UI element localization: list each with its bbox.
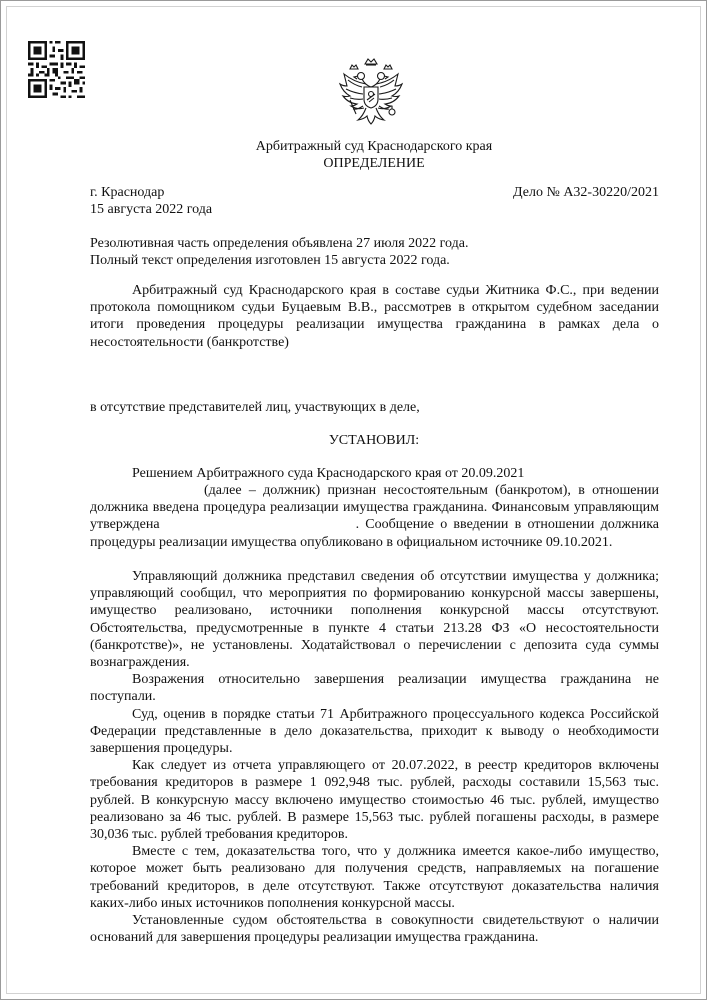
paragraph-no-property: Вместе с тем, доказательства того, что у должника имеется какое-либо имущество, которое может быть реализовано для получения средств, направляемых на погашение требований кредиторов, в деле отсутствуют. Также отсутствуют доказательства наличия каких-либо иных источников пополнения конкурсной массы. [90,844,659,911]
document-type: ОПРЕДЕЛЕНИЕ [323,156,425,171]
main-paragraphs [90,568,659,946]
case-number: Дело № А32-30220/2021 [513,185,659,200]
city: г. Краснодар [90,185,165,200]
qr-code-icon [28,41,85,98]
preamble-paragraph [90,282,659,351]
document-date: 15 августа 2022 года [90,202,213,217]
coat-of-arms-icon [336,56,406,128]
preamble-text: Арбитражный суд Краснодарского края в составе судьи Житника Ф.С., при ведении протокола помощником судьи Буцаевым В.В., рассмотрев в открытом судебном заседании итоги проведения процедуры реализации имущества гражданина в рамках дела о несостоятельности (банкротстве) [90,283,659,350]
decision-first-line: Решением Арбитражного суда Краснодарского края от 20.09.2021 [132,466,525,481]
full-text-made: Полный текст определения изготовлен 15 августа 2022 года. [90,253,450,268]
decision-text [90,482,659,551]
established-heading: УСТАНОВИЛ: [328,433,420,448]
resolution-announced: Резолютивная часть определения объявлена 27 июля 2022 года. [90,236,469,251]
paragraph-report-figures: Как следует из отчета управляющего от 20.07.2022, в реестр кредиторов включены требования кредиторов в размере 1 092,948 тыс. рублей, расходы составили 15,563 тыс. рублей. В конкурсную массу включено имущество стоимостью 46 тыс. рублей, имущество реализовано за 46 тыс. рублей. В размере 15,563 тыс. рублей погашены расходы, в размере 30,036 тыс. рублей требования кредиторов. [90,758,659,843]
paragraph-manager-report: Управляющий должника представил сведения об отсутствии имущества у должника; управляющий сообщил, что мероприятия по формированию конкурсной массы завершены, имущество реализовано, источники пополнения конкурсной массы отсутствуют. Обстоятельства, предусмотренные в пункте 4 статьи 213.28 ФЗ «О несостоятельности (банкротстве)», не установлены. Ходатайствовал о перечислении с депозита суда суммы вознаграждения. [90,569,659,671]
paragraph-conclusion: Установленные судом обстоятельства в совокупности свидетельствуют о наличии оснований для завершения процедуры реализации имущества гражданина. [90,913,659,946]
paragraph-court-assessment: Суд, оценив в порядке статьи 71 Арбитражного процессуального кодекса Российской Федерации представленные в дело доказательства, приходит к выводу о необходимости завершения процедуры. [90,706,659,757]
decision-text-end: . Сообщение о введении в отношении должника процедуры реализации имущества опубликовано в официальном источнике 09.10.2021. [90,517,659,550]
absence-line: в отсутствие представителей лиц, участвующих в деле, [90,400,420,415]
paragraph-no-objections: Возражения относительно завершения реализации имущества гражданина не поступали. [90,672,659,705]
court-name: Арбитражный суд Краснодарского края [255,139,493,154]
decision-paragraph [90,482,659,551]
decision-text-main: (далее – должник) признан несостоятельным (банкротом), в отношении должника введена процедура реализации имущества гражданина. Финансовым управляющим утверждена [90,483,659,533]
